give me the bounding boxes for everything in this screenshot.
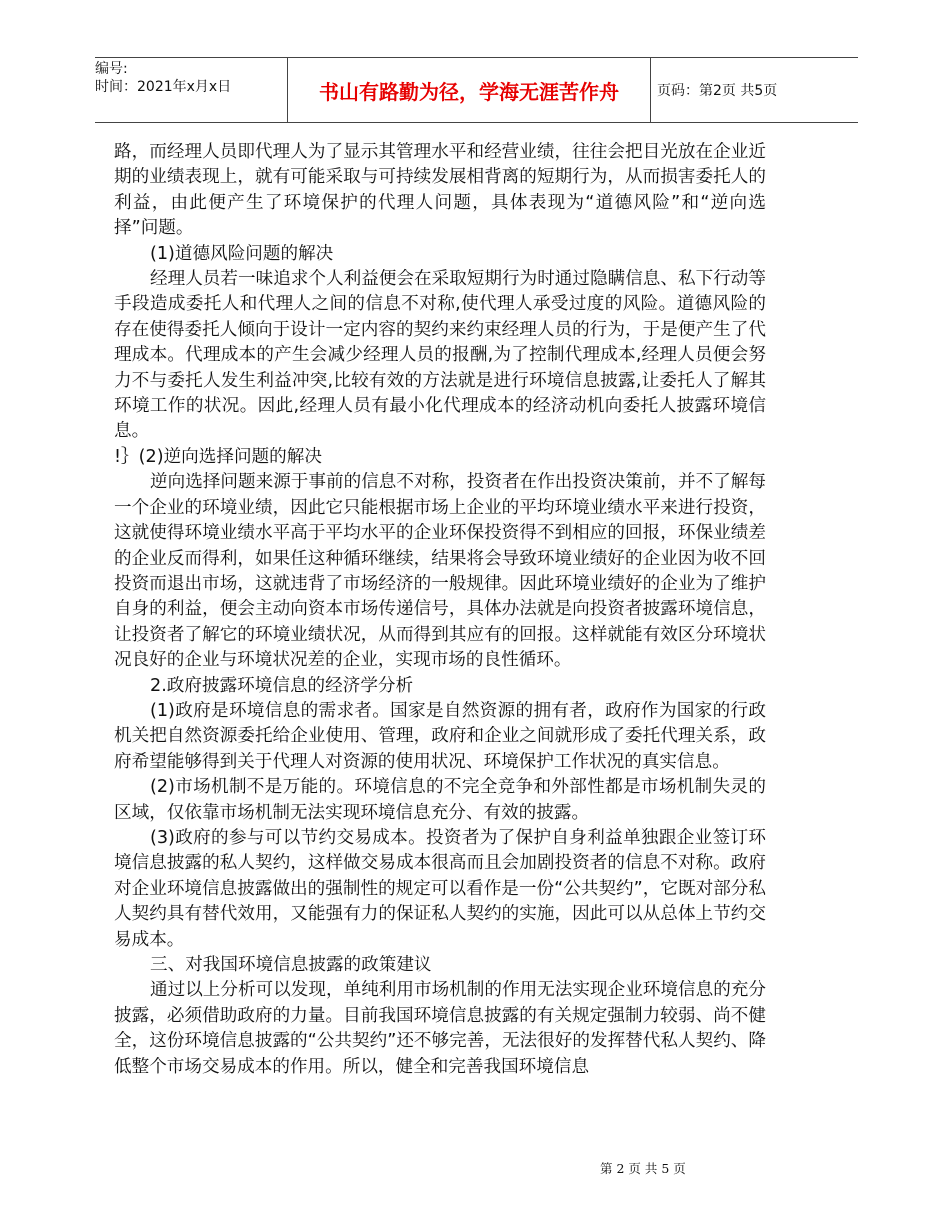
paragraph: 通过以上分析可以发现，单纯利用市场机制的作用无法实现企业环境信息的充分披露，必须借助政府的力量。目前我国环境信息披露的有关规定强制力较弱、尚不健全，这份环境信息披露的“公共契约”还不够完善，无法很好的发挥替代私人契约、降低整个市场交易成本的作用。所以，健全和完善我国环境信息 xyxy=(114,980,766,1077)
paragraph: (1)政府是环境信息的需求者。国家是自然资源的拥有者，政府作为国家的行政机关把自然资源委托给企业使用、管理，政府和企业之间就形成了委托代理关系，政府希望能够得到关于代理人对资源的使用状况、环境保护工作状况的真实信息。 xyxy=(114,700,766,772)
header-meta xyxy=(95,58,287,124)
page-footer: 第 2 页 共 5 页 xyxy=(600,1161,686,1176)
document-time-label: 时间：2021年x月x日 xyxy=(95,79,232,95)
paragraph: (1)道德风险问题的解决 xyxy=(150,243,334,264)
paragraph: 三、对我国环境信息披露的政策建议 xyxy=(150,955,432,975)
paragraph: 路，而经理人员即代理人为了显示其管理水平和经营业绩，往往会把目光放在企业近期的业绩表现上，就有可能采取与可持续发展相背离的短期行为，从而损害委托人的利益，由此便产生了环境保护的代理人问题，具体表现为“道德风险”和“逆向选择”问题。 xyxy=(114,142,766,239)
paragraph: 2.政府披露环境信息的经济学分析 xyxy=(150,675,414,696)
paragraph: 经理人员若一味追求个人利益便会在采取短期行为时通过隐瞒信息、私下行动等手段造成委托人和代理人之间的信息不对称,使代理人承受过度的风险。道德风险的存在使得委托人倾向于设计一定内容的契约来约束经理人员的行为，于是便产生了代理成本。代理成本的产生会减少经理人员的报酬,为了控制代理成本,经理人员便会努力不与委托人发生利益冲突,比较有效的方法就是进行环境信息披露,让委托人了解其环境工作的状况。因此,经理人员有最小化代理成本的经济动机向委托人披露环境信息。 xyxy=(114,269,766,442)
paragraph: (2)市场机制不是万能的。环境信息的不完全竞争和外部性都是市场机制失灵的区域，仅依靠市场机制无法实现环境信息充分、有效的披露。 xyxy=(114,777,766,823)
document-number-label: 编号: xyxy=(95,61,128,77)
page-header xyxy=(95,57,858,123)
header-motto: 书山有路勤为径，学海无涯苦作舟 xyxy=(287,58,651,122)
document-body xyxy=(114,140,766,1080)
paragraph: !｝(2)逆向选择问题的解决 xyxy=(114,446,322,467)
header-page-info: 页码：第2页 共5页 xyxy=(657,83,778,99)
paragraph: 逆向选择问题来源于事前的信息不对称，投资者在作出投资决策前，并不了解每一个企业的环境业绩，因此它只能根据市场上企业的平均环境业绩水平来进行投资，这就使得环境业绩水平高于平均水平的企业环保投资得不到相应的回报，环保业绩差的企业反而得利，如果任这种循环继续，结果将会导致环境业绩好的企业因为收不回投资而退出市场，这就违背了市场经济的一般规律。因此环境业绩好的企业为了维护自身的利益，便会主动向资本市场传递信号，具体办法就是向投资者披露环境信息，让投资者了解它的环境业绩状况，从而得到其应有的回报。这样就能有效区分环境状况良好的企业与环境状况差的企业，实现市场的良性循环。 xyxy=(114,472,766,671)
paragraph: (3)政府的参与可以节约交易成本。投资者为了保护自身利益单独跟企业签订环境信息披露的私人契约，这样做交易成本很高而且会加剧投资者的信息不对称。政府对企业环境信息披露做出的强制性的规定可以看作是一份“公共契约”，它既对部分私人契约具有替代效用，又能强有力的保证私人契约的实施，因此可以从总体上节约交易成本。 xyxy=(114,827,766,950)
